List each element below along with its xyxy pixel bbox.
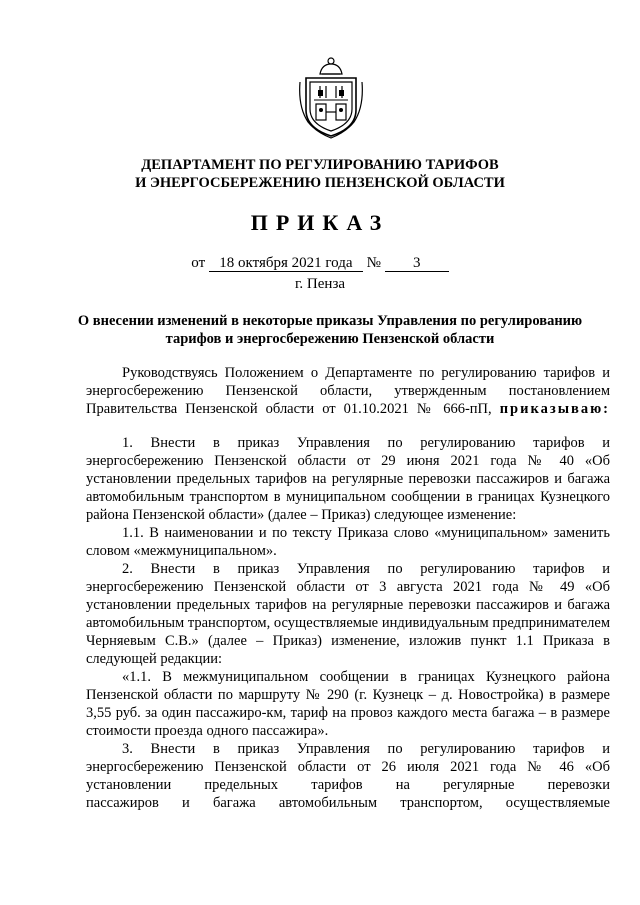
document-body bbox=[86, 364, 610, 812]
quote-line-3: 3,55 руб. за один пассажиро-км, тариф на провоз каждого места багажа – в размере bbox=[86, 705, 610, 721]
item2-line-1: 2. Внести в приказ Управления по регулированию тарифов и bbox=[122, 561, 610, 577]
date-number-line bbox=[0, 255, 640, 272]
item3-line-3: установлении предельных тарифов на регулярные перевозки bbox=[86, 777, 610, 793]
preamble-line-2: энергосбережению Пензенской области, утвержденным постановлением bbox=[86, 383, 610, 399]
department-line-2: И ЭНЕРГОСБЕРЕЖЕНИЮ ПЕНЗЕНСКОЙ ОБЛАСТИ bbox=[135, 175, 505, 191]
order-keyword: приказываю: bbox=[499, 401, 610, 417]
item2-line-4: автомобильным транспортом, осуществляемые индивидуальным предпринимателем bbox=[86, 615, 610, 631]
number-sign: № bbox=[366, 255, 381, 271]
item3-line-1: 3. Внести в приказ Управления по регулированию тарифов и bbox=[122, 741, 610, 757]
item1-line-4: автомобильным транспортом в муниципальном сообщении в границах Кузнецкого bbox=[86, 489, 610, 505]
subject-heading bbox=[70, 312, 590, 348]
city: г. Пенза bbox=[294, 276, 346, 292]
department-name bbox=[0, 156, 640, 192]
subject-line-1: О внесении изменений в некоторые приказы Управления по регулированию bbox=[77, 313, 583, 329]
item1-line-3: установлении предельных тарифов на регулярные перевозки пассажиров и багажа bbox=[86, 471, 610, 487]
item2-line-3: установлении предельных тарифов на регулярные перевозки пассажиров и багажа bbox=[86, 597, 610, 613]
quote-line-2: Пензенской области по маршруту № 290 (г. Кузнецк – д. Новостройка) в размере bbox=[86, 687, 610, 703]
subject-line-2: тарифов и энергосбережению Пензенской области bbox=[165, 331, 495, 347]
item1-1-line-2: словом «межмуниципальном». bbox=[86, 543, 277, 559]
coat-of-arms-icon bbox=[296, 52, 366, 140]
item1-line-2: энергосбережению Пензенской области от 29 июня 2021 года № 40 «Об bbox=[86, 453, 610, 469]
preamble-line-3 bbox=[86, 400, 610, 418]
preamble-line-1: Руководствуясь Положением о Департаменте по регулированию тарифов и bbox=[122, 365, 610, 381]
item3-line-2: энергосбережению Пензенской области от 26 июля 2021 года № 46 «Об bbox=[86, 759, 610, 775]
document-title: ПРИКАЗ bbox=[250, 210, 390, 235]
item3-line-4: пассажиров и багажа автомобильным транспортом, осуществляемые bbox=[86, 795, 610, 811]
document-number: 3 bbox=[385, 255, 449, 272]
item1-line-5: района Пензенской области» (далее – Приказ) следующее изменение: bbox=[86, 507, 517, 523]
item1-1-line-1: 1.1. В наименовании и по тексту Приказа слово «муниципальном» заменить bbox=[122, 525, 610, 541]
item2-line-6: следующей редакции: bbox=[86, 651, 223, 667]
department-line-1: ДЕПАРТАМЕНТ ПО РЕГУЛИРОВАНИЮ ТАРИФОВ bbox=[141, 157, 499, 173]
quote-line-1: «1.1. В межмуниципальном сообщении в границах Кузнецкого района bbox=[122, 669, 610, 685]
date-prefix: от bbox=[191, 255, 206, 271]
item1-line-1: 1. Внести в приказ Управления по регулированию тарифов и bbox=[122, 435, 610, 451]
preamble-line-3-text: Правительства Пензенской области от 01.10.2021 № 666-пП, bbox=[86, 401, 492, 417]
item2-line-2: энергосбережению Пензенской области от 3 августа 2021 года № 49 «Об bbox=[86, 579, 610, 595]
item2-line-5: Черняевым С.В.» (далее – Приказ) изменение, изложив пункт 1.1 Приказа в bbox=[86, 633, 610, 649]
document-date: 18 октября 2021 года bbox=[209, 255, 363, 272]
quote-line-4: стоимости проезда одного пассажира». bbox=[86, 723, 329, 739]
